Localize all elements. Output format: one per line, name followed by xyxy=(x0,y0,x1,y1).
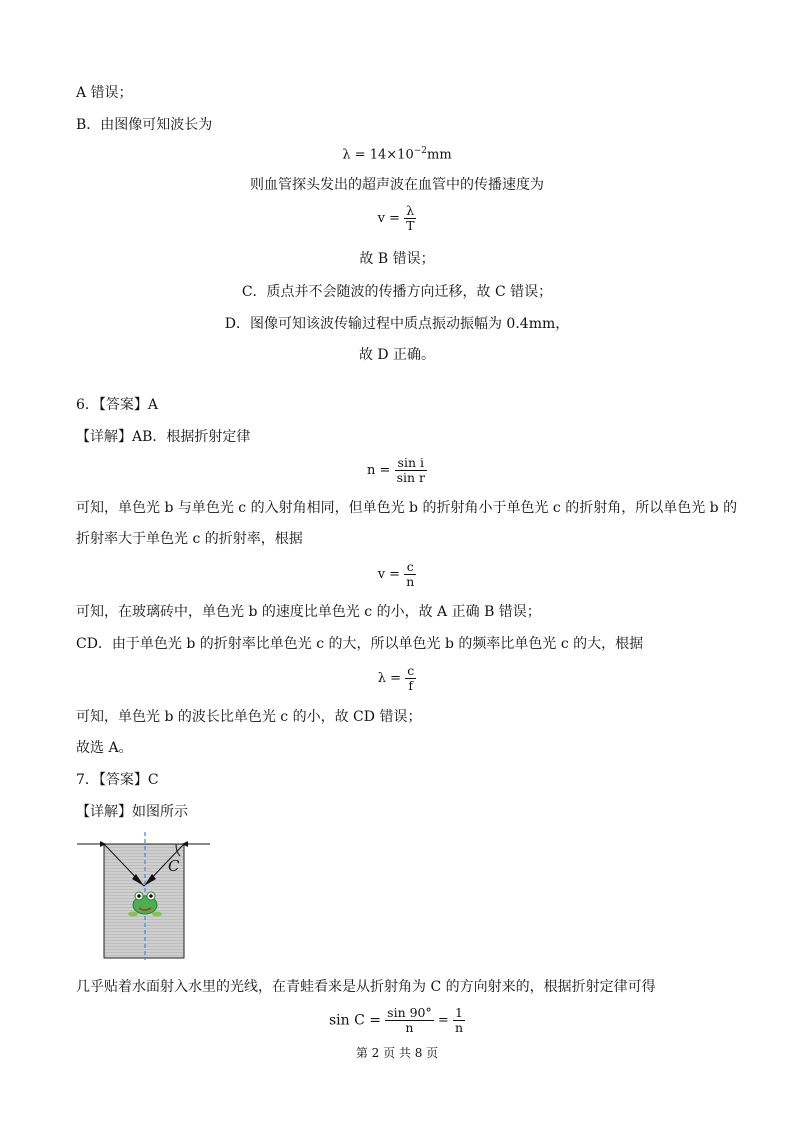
angle-c-label: C xyxy=(168,857,180,875)
equation-lambda xyxy=(0,146,794,162)
equation-lambda-lhs: λ = 14×10 xyxy=(342,147,414,163)
q6-cd: CD．由于单色光 b 的折射率比单色光 c 的大，所以单色光 b 的频率比单色光 c 的大，根据 xyxy=(76,636,644,652)
q6-paragraph-1b: 折射率大于单色光 c 的折射率，根据 xyxy=(76,531,303,547)
fraction-denominator: n xyxy=(405,1020,414,1035)
q6-paragraph-3: 可知，单色光 b 的波长比单色光 c 的小，故 CD 错误； xyxy=(76,709,422,725)
text-a-wrong: A 错误； xyxy=(76,85,133,101)
fraction-c-over-n xyxy=(404,560,416,589)
fraction-one-over-n xyxy=(453,1006,465,1035)
equation-lambda-unit: mm xyxy=(427,147,452,163)
q7-detail: 【详解】如图所示 xyxy=(76,804,188,820)
q6-choose: 故选 A。 xyxy=(76,740,133,756)
equation-v-c-n xyxy=(0,560,794,589)
fraction-denominator: sin r xyxy=(396,470,425,485)
fraction-numerator: λ xyxy=(404,204,416,219)
equation-v-lhs: v = xyxy=(377,567,401,582)
fraction-numerator: c xyxy=(407,663,415,678)
equation-equals: = xyxy=(437,1013,449,1028)
fraction-numerator: 1 xyxy=(453,1006,465,1021)
q6-paragraph-1a: 可知，单色光 b 与单色光 c 的入射角相同，但单色光 b 的折射角小于单色光 c 的折射角，所以单色光 b 的 xyxy=(76,500,738,516)
refraction-figure xyxy=(76,830,216,962)
fraction-sin90-over-n xyxy=(385,1006,434,1035)
fraction-numerator: c xyxy=(404,560,416,575)
equation-refraction-law xyxy=(0,456,794,485)
equation-lambda-c-f xyxy=(0,664,794,693)
text-d-correct: 故 D 正确。 xyxy=(358,347,436,363)
text-d-option: D．图像可知该波传输过程中质点振动振幅为 0.4mm， xyxy=(224,316,570,332)
equation-n-lhs: n = xyxy=(367,463,391,478)
equation-v-lambda-t xyxy=(0,204,794,233)
q6-answer: 6．【答案】A xyxy=(76,397,159,413)
fraction-denominator: n xyxy=(454,1020,463,1035)
text-b-intro: B．由图像可知波长为 xyxy=(76,117,213,133)
fraction-denominator: n xyxy=(406,574,415,589)
fraction-numerator: sin i xyxy=(395,456,427,471)
page-footer: 第 2 页 共 8 页 xyxy=(355,1046,439,1060)
fraction-numerator: sin 90° xyxy=(387,1005,432,1020)
q6-detail: 【详解】AB．根据折射定律 xyxy=(76,429,251,445)
equation-v-lhs: v = xyxy=(377,211,400,226)
fraction-sini-over-sinr xyxy=(395,456,427,485)
text-c-option: C．质点并不会随波的传播方向迁移，故 C 错误； xyxy=(241,284,553,300)
text-b-speed: 则血管探头发出的超声波在血管中的传播速度为 xyxy=(250,177,544,193)
text-b-wrong: 故 B 错误； xyxy=(359,251,435,267)
equation-lambda-lhs: λ = xyxy=(377,671,402,686)
fraction-lambda-over-t xyxy=(404,204,416,233)
q6-paragraph-2: 可知，在玻璃砖中，单色光 b 的速度比单色光 c 的小，故 A 正确 B 错误； xyxy=(76,604,541,620)
fraction-denominator: T xyxy=(406,218,415,233)
equation-lambda-exponent: −2 xyxy=(413,146,427,156)
q7-answer: 7．【答案】C xyxy=(76,772,159,788)
fraction-c-over-f xyxy=(405,664,416,693)
q7-paragraph: 几乎贴着水面射入水里的光线，在青蛙看来是从折射角为 C 的方向射来的，根据折射定律可得 xyxy=(76,979,656,995)
equation-critical-angle xyxy=(0,1006,794,1035)
fraction-denominator: f xyxy=(408,678,414,693)
equation-sinc-lhs: sin C = xyxy=(328,1012,382,1029)
